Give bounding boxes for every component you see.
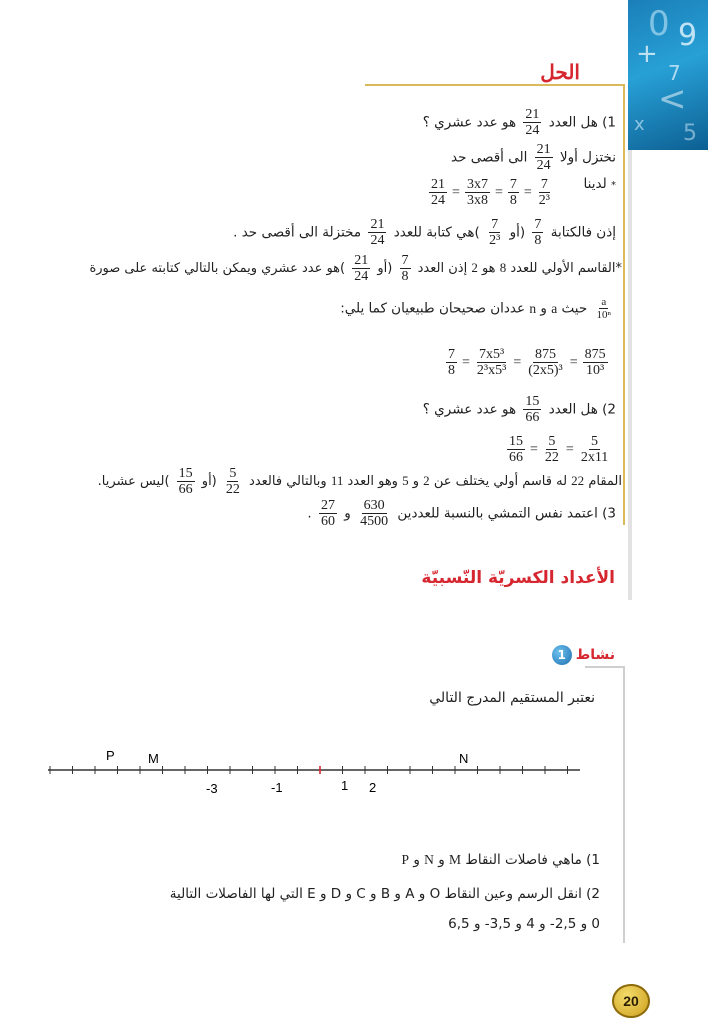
question-text: هل العدد [548, 401, 598, 418]
point-label-P: P [106, 748, 115, 763]
point-label-M: M [148, 751, 159, 766]
tick-number-minus1: -1 [271, 780, 283, 795]
solution-frame [623, 85, 625, 525]
text: وهو العدد [347, 474, 398, 489]
fraction: $\frac{21}{24}$ [536, 142, 551, 173]
intro-text: نعتبر المستقيم المدرج التالي [429, 690, 595, 706]
text: )ليس عشريا. [97, 474, 170, 489]
svg-text:5: 5 [683, 121, 697, 146]
point-name: N [424, 852, 434, 867]
section-title: الأعداد الكسريّة النّسبيّة [421, 568, 615, 588]
question-3: 3) اعتمد نفس التمشي بالنسبة للعددين $\frac{630}{4500}$ و $\frac{27}{60}$ . [307, 498, 616, 529]
equation-3: $\frac{15}{66}$ = $\frac{5}{22}$ = $\frac{5}{2x11}$ [509, 434, 609, 465]
question-text: هل العدد [548, 114, 598, 131]
text: مختزلة الى أقصى حد . [233, 224, 362, 241]
text: و [413, 852, 420, 868]
activity-header [552, 645, 615, 665]
task-number: 1) [586, 852, 600, 868]
question-text: هو عدد عشري ؟ [422, 401, 517, 418]
question-2: 2) هل العدد $\frac{15}{66}$ هو عدد عشري ؟ [422, 394, 616, 425]
number: 5 [402, 473, 409, 488]
text: . [307, 505, 312, 522]
number: 11 [330, 473, 344, 488]
question-text: اعتمد نفس التمشي بالنسبة للعددين [397, 505, 598, 522]
point-name: P [401, 852, 410, 867]
question-number: 3) [602, 505, 616, 522]
activity-label: نشاط [575, 647, 615, 663]
q2-conclusion: المقام 22 له قاسم أولي يختلف عن 2 و 5 وهو العدد 11 وبالتالي فالعدد $\frac{5}{22}$ (أو $\frac{15}{66}$ )ليس عشريا. [97, 466, 622, 497]
math-symbols-image [628, 0, 708, 150]
question-number: 1) [602, 114, 616, 131]
task-number: 2) [586, 886, 600, 902]
header-decoration [628, 0, 708, 150]
task-text: ماهي فاصلات النقاط [465, 852, 582, 868]
text: المقام [588, 474, 622, 489]
task-text: انقل الرسم وعين النقاط O و A و B و C و D و E التي لها الفاصلات التالية [169, 886, 582, 902]
text: و [412, 474, 420, 489]
variable: a [551, 300, 558, 316]
number-line [40, 740, 590, 810]
number: 22 [571, 473, 585, 488]
reduce-step [451, 142, 616, 173]
have-step [426, 176, 616, 208]
step-text: لدينا [583, 176, 607, 192]
equation-2: $\frac{7}{8}$ = $\frac{\text{7x5³}}{\text{2³x5³}}$ = $\frac{875}{\text{(2x5)³}}$ = $\frac{875}{\text{10³}}$ [448, 347, 606, 378]
task-1 [402, 852, 600, 868]
text: )هي كتابة للعدد [393, 224, 480, 241]
step-text: الى أقصى حد [451, 149, 528, 166]
text: هو [481, 261, 496, 276]
text: (أو [201, 474, 217, 489]
text: إذن فالكتابة [550, 224, 616, 241]
text: *القاسم الأولي للعدد [510, 261, 622, 276]
equation: $\frac{21}{24}$ = $\frac{3x7}{3x8}$ = $\frac{7}{8}$ = $\frac{7}{\text{2³}}$ [431, 177, 550, 208]
conclusion-2: *القاسم الأولي للعدد 8 هو 2 إذن العدد $\frac{7}{8}$ (أو $\frac{21}{24}$ )هو عدد عشري ويمكن بالتالي كتابته على صورة [89, 253, 622, 284]
text: له قاسم أولي يختلف عن [433, 474, 568, 489]
text: و [344, 505, 351, 522]
svg-text:+: + [636, 39, 658, 69]
tick-number-1: 1 [341, 778, 349, 793]
svg-text:<: < [658, 79, 687, 119]
text: وبالتالي فالعدد [249, 474, 327, 489]
text: (أو [509, 224, 526, 241]
text: حيث [561, 300, 588, 317]
form-line: $\frac{a}{\text{10ⁿ}}$ حيث a و n عددان صحيحان طبيعيان كما يلي: [340, 296, 611, 321]
solution-title: الحل [540, 60, 580, 84]
task-2-values: 0 و 2,5- و 4 و 3,5- و 6,5 [448, 916, 600, 932]
question-text: هو عدد عشري ؟ [422, 114, 517, 131]
text: و [438, 852, 445, 868]
number: 2 [471, 260, 478, 275]
number: 2 [423, 473, 430, 488]
svg-text:9: 9 [678, 18, 698, 53]
conclusion-1: إذن فالكتابة $\frac{7}{8}$ (أو $\frac{7}{\text{2³}}$ )هي كتابة للعدد $\frac{21}{24}$ مختزلة الى أقصى حد . [233, 217, 616, 248]
text: (أو [377, 261, 393, 276]
activity-number-badge: 1 [552, 645, 572, 665]
page-number: 20 [623, 993, 639, 1009]
svg-text:0: 0 [648, 4, 670, 44]
question-1 [423, 107, 616, 138]
point-name: M [449, 852, 462, 867]
tick-number-minus3: -3 [206, 781, 218, 796]
bullet: * [611, 180, 616, 191]
step-text: نختزل أولا [559, 149, 616, 166]
text: عددان صحيحان طبيعيان كما يلي: [340, 300, 526, 317]
solution-title-underline [365, 84, 625, 86]
variable: n [529, 300, 537, 316]
svg-text:x: x [634, 114, 645, 135]
text: إذن العدد [417, 261, 468, 276]
point-label-N: N [459, 751, 469, 766]
task-2 [170, 886, 600, 902]
question-number: 2) [602, 401, 616, 418]
number: 8 [499, 260, 507, 275]
text: )هو عدد عشري ويمكن بالتالي كتابته على صورة [89, 261, 346, 276]
activity-frame-line [623, 668, 625, 943]
tick-number-2: 2 [369, 780, 377, 795]
right-margin-bar [628, 150, 632, 600]
activity-top-line [585, 666, 625, 668]
fraction: $\frac{21}{24}$ [525, 107, 540, 138]
svg-text:7: 7 [668, 61, 681, 85]
page-number-badge [612, 984, 650, 1018]
text: و [540, 300, 547, 317]
